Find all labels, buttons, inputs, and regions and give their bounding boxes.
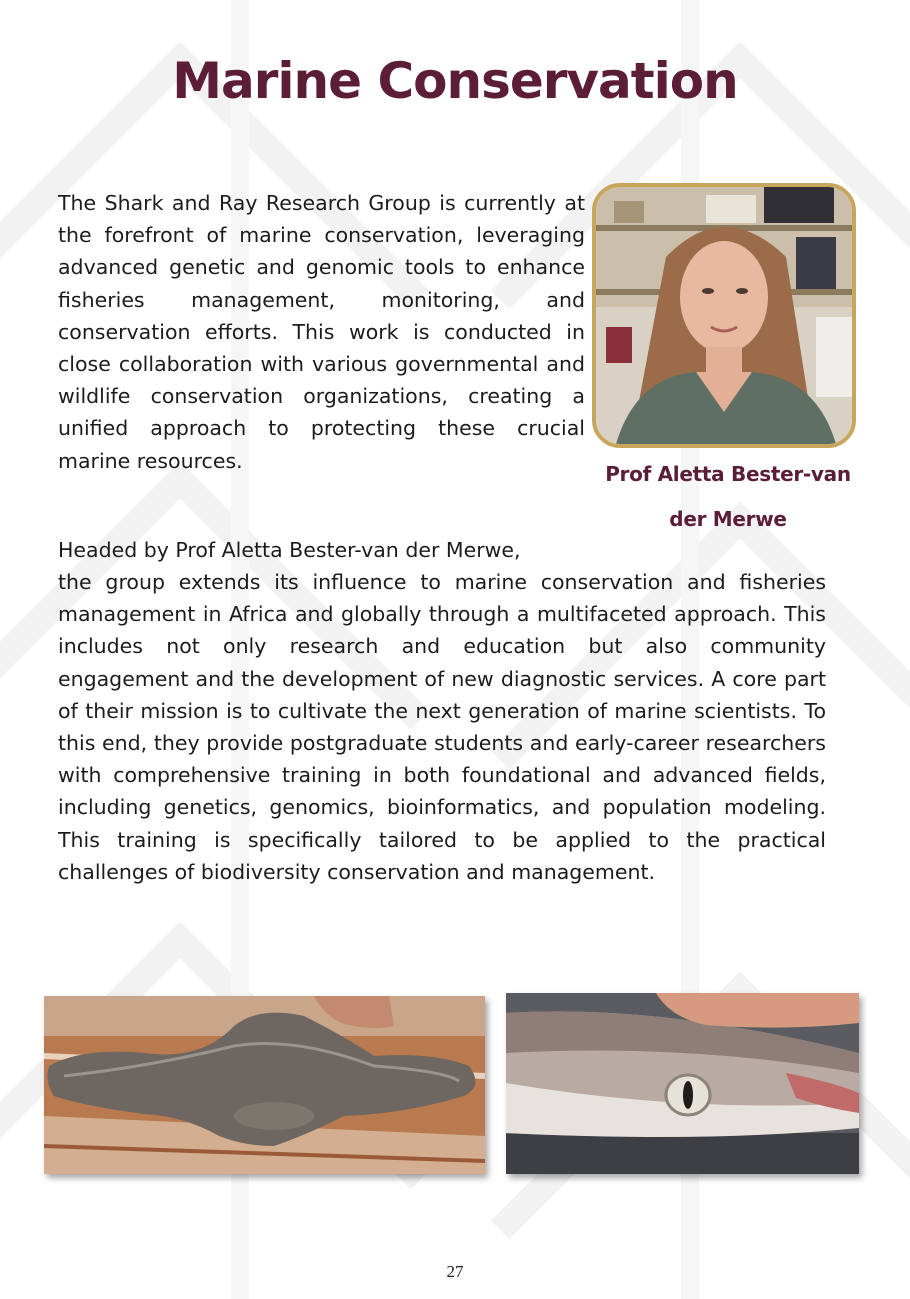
portrait-caption: Prof Aletta Bester-van der Merwe (605, 462, 851, 531)
shark-eye-photo (506, 993, 859, 1174)
body-lead-line: Headed by Prof Aletta Bester-van der Merwe, (58, 538, 521, 562)
intro-paragraph: The Shark and Ray Research Group is currently at the forefront of marine conservation, leveraging advanced genetic and genomic tools to enhance fisheries management, monitoring, and conservation efforts. This work is conducted in close collaboration with various governmental and wildlife conservation organizations, creating a unified approach to protecting these crucial marine resources. (58, 191, 585, 473)
hammerhead-head-photo (44, 996, 485, 1174)
page-title: Marine Conservation (172, 52, 738, 110)
portrait-photo (592, 183, 856, 448)
page-number: 27 (446, 1262, 464, 1281)
body-paragraph: the group extends its influence to marine conservation and fisheries management in Africa and globally through a multifaceted approach. This includes not only research and education but also community engagement and the development of new diagnostic services. A core part of their mission is to cultivate the next generation of marine scientists. To this end, they provide postgraduate students and early-career researchers with comprehensive training in both foundational and advanced fields, including genetics, genomics, bioinformatics, and population modeling. This training is specifically tailored to be applied to the practical challenges of biodiversity conservation and management. (58, 570, 826, 884)
